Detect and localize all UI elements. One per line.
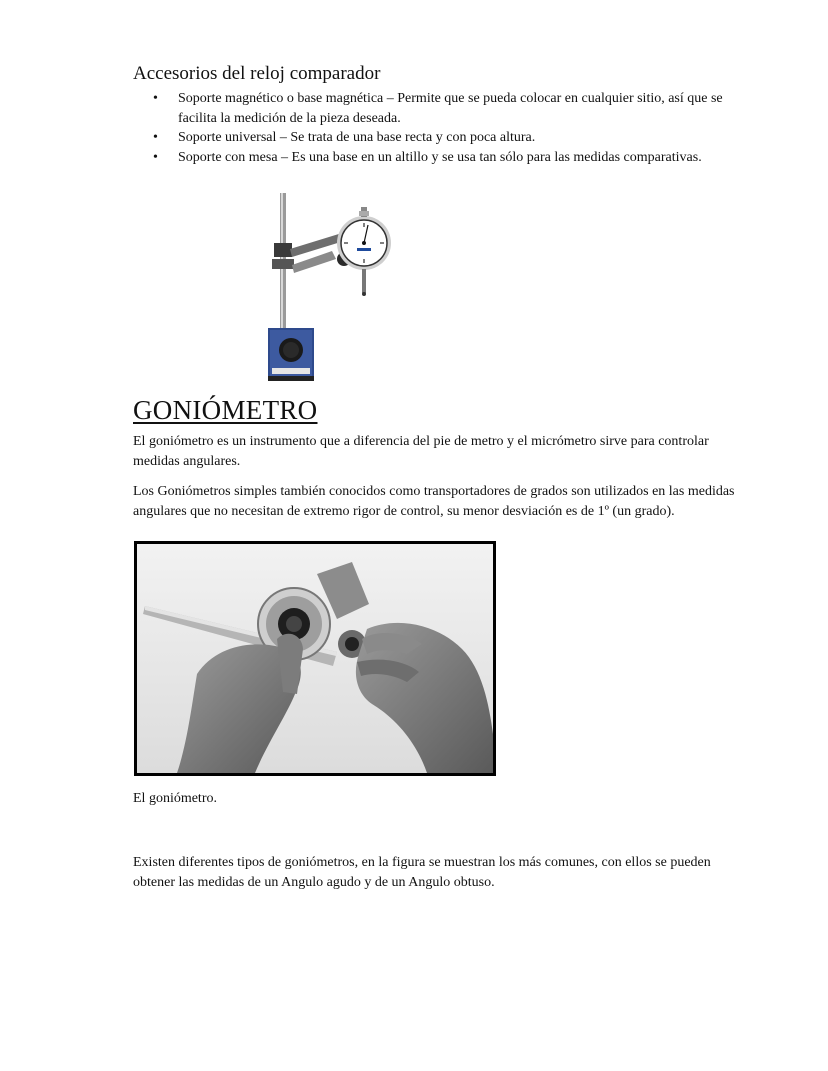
paragraph: Existen diferentes tipos de goniómetros, en la figura se muestran los más comunes, con ellos se pueden obtener las medidas de un Angulo agudo y de un Angulo obtuso. — [133, 855, 711, 890]
list-item — [133, 128, 753, 148]
goniometer-photo — [134, 541, 496, 776]
list-item-text: Soporte con mesa – Es una base en un altillo y se usa tan sólo para las medidas comparativas. — [178, 149, 702, 165]
paragraph: Los Goniómetros simples también conocidos como transportadores de grados son utilizados en las medidas angulares que no necesitan de extremo rigor de control, su menor desviación es de 1º (un grado). — [133, 484, 735, 519]
figure-caption: El goniómetro. — [133, 791, 217, 806]
bullet-icon: • — [153, 91, 158, 106]
dial-indicator-image — [262, 193, 392, 383]
list-item — [133, 148, 753, 168]
bullet-icon: • — [153, 130, 158, 145]
list-item-text: Soporte universal – Se trata de una base recta y con poca altura. — [178, 130, 536, 145]
page-heading: GONIÓMETRO — [133, 395, 318, 425]
list-item — [133, 89, 753, 128]
list-item-text: Soporte magnético o base magnética – Permite que se pueda colocar en cualquier sitio, así que se facilita la medición de la pieza deseada. — [178, 91, 723, 126]
section-title: Accesorios del reloj comparador — [133, 63, 381, 84]
bullet-icon: • — [153, 149, 158, 165]
dial-indicator-magnetic-base-photo — [262, 193, 392, 383]
paragraph: El goniómetro es un instrumento que a diferencia del pie de metro y el micrómetro sirve para controlar medidas angulares. — [133, 434, 709, 469]
accessories-list — [133, 89, 753, 167]
hands-using-goniometer-photo — [137, 544, 493, 773]
